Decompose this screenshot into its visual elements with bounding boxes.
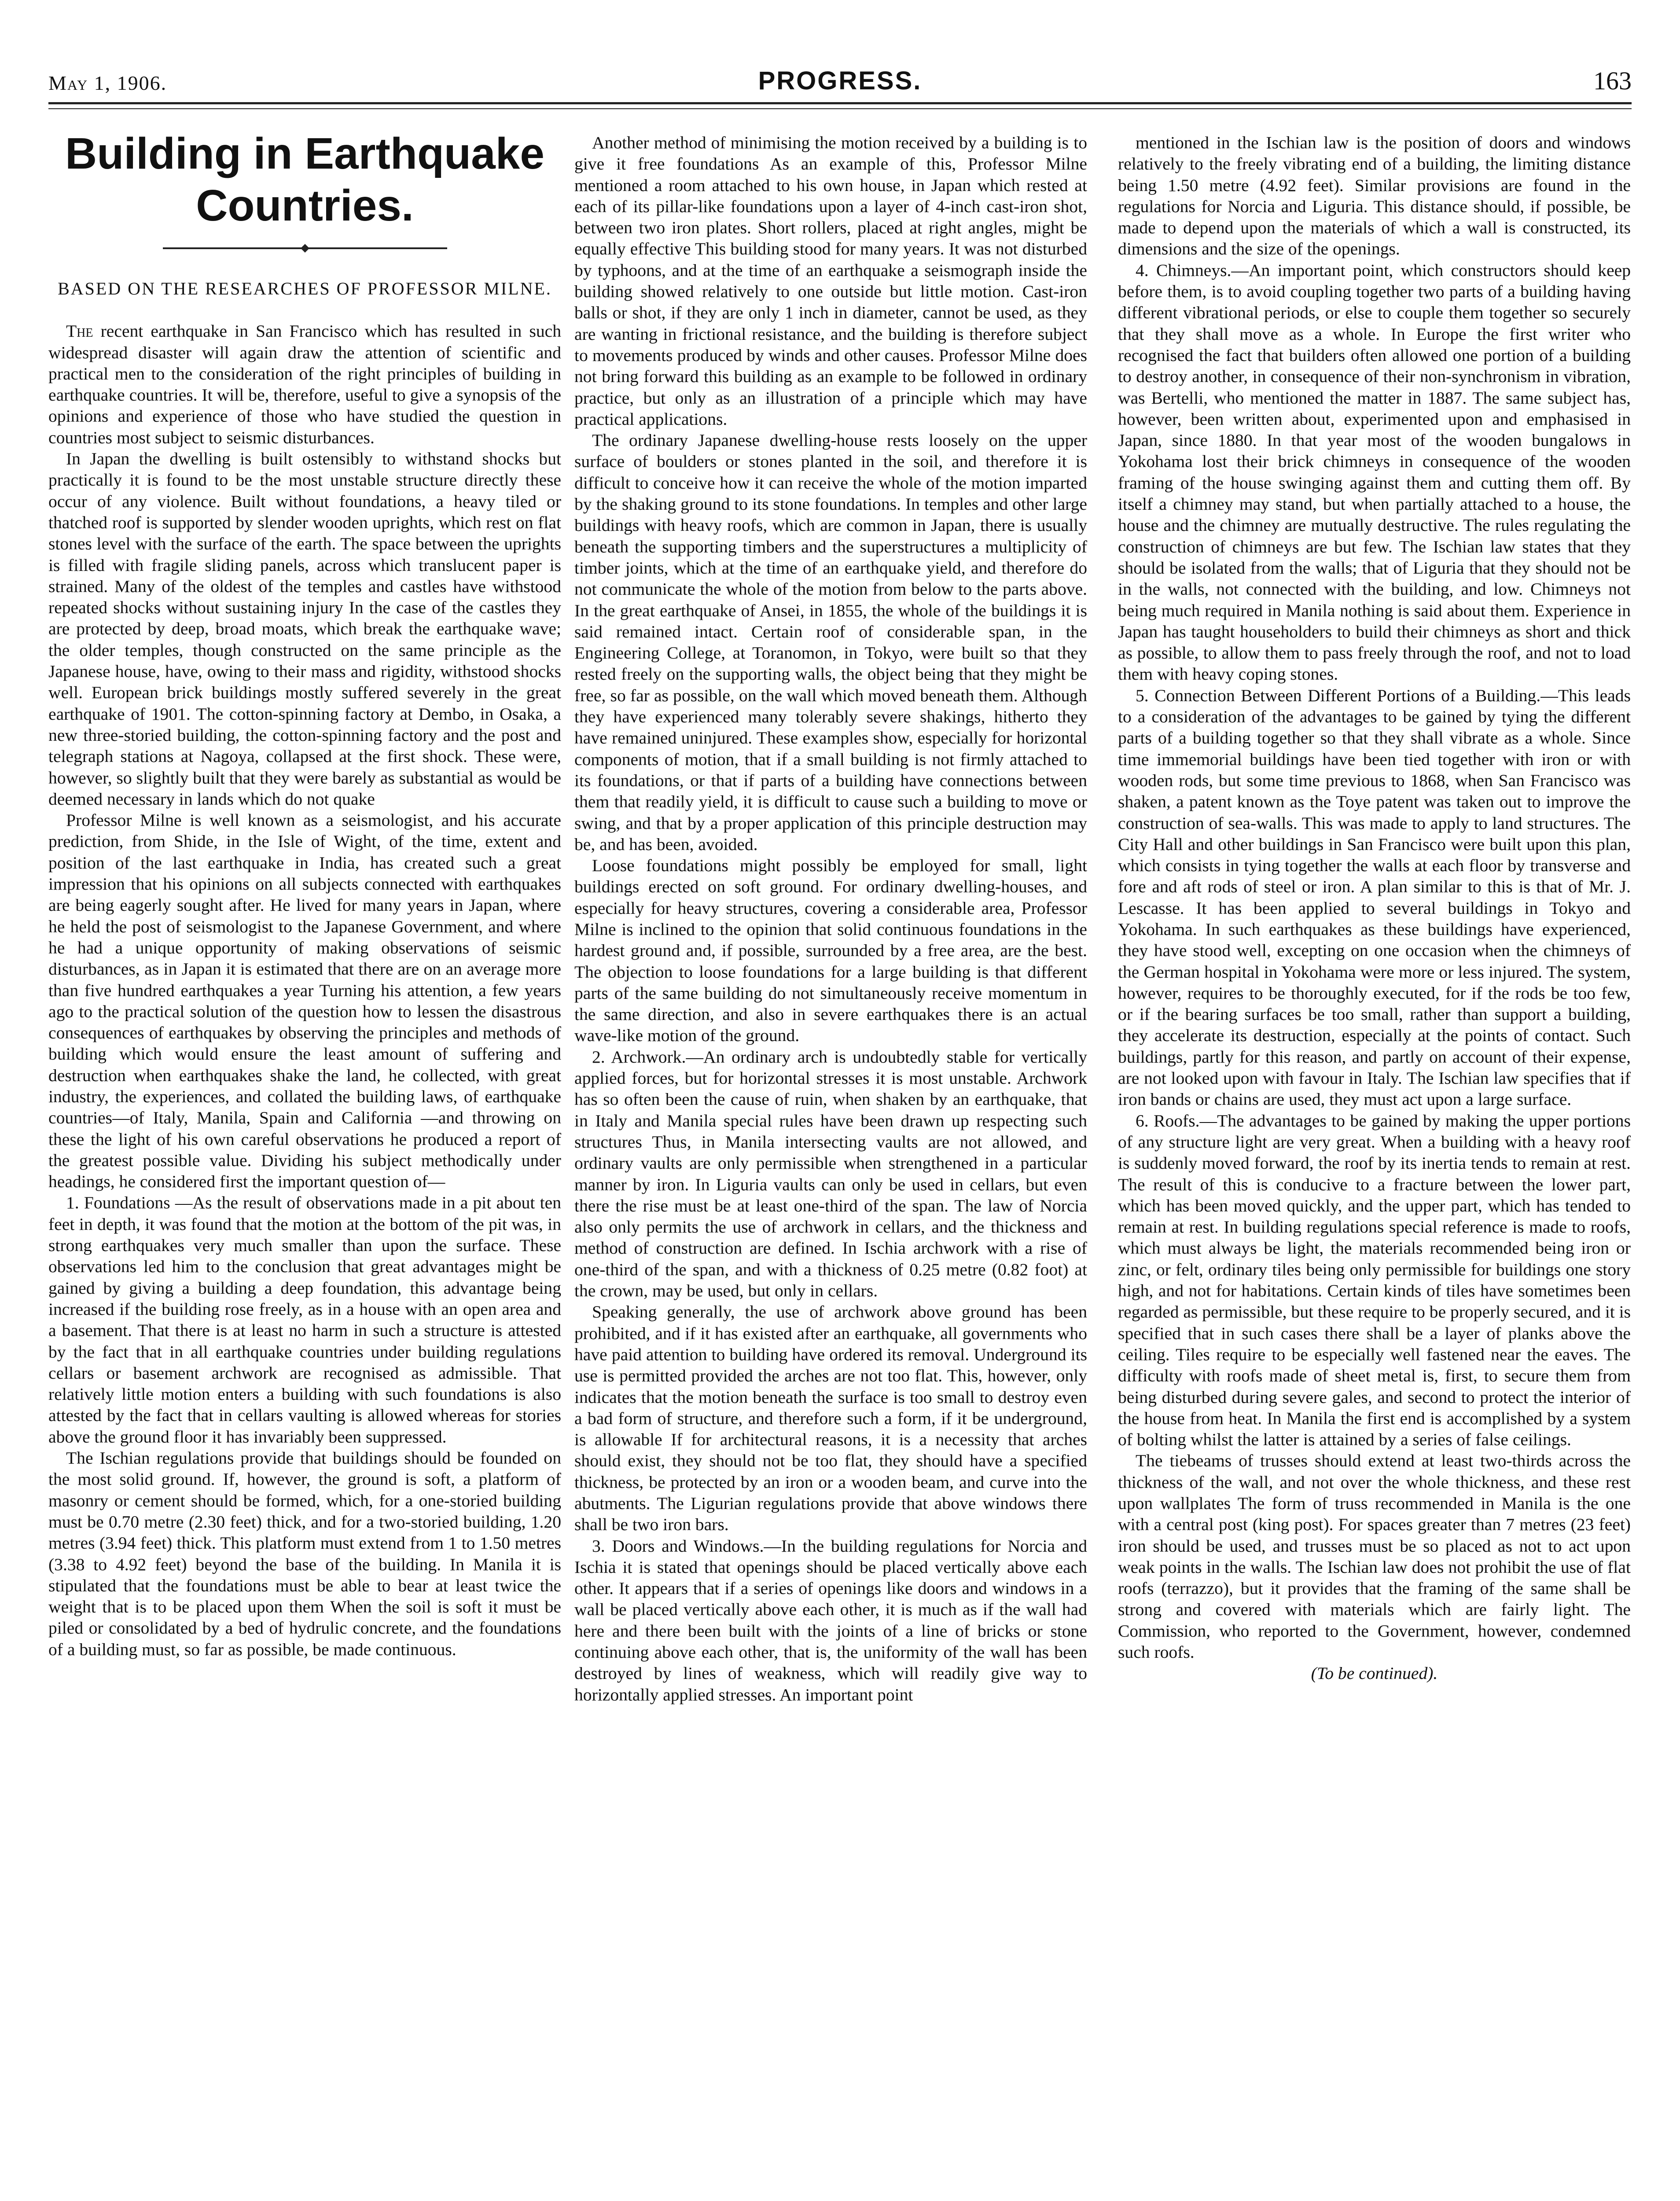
continued-note: (To be continued). (1311, 1664, 1438, 1683)
paragraph: The ordinary Japanese dwelling-house rests loosely on the upper surface of boulders or stones planted in the soil, and therefore it is difficult to conceive how it can receive the whole of the motion imparted by the shaking ground to its stone foundations. In temples and other large buildings with heavy roofs, which are common in Japan, there is usually beneath the supporting timbers and the superstructures a multiplicity of timber joints, which at the time of an earthquake yield, and therefore do not communicate the whole of the motion from below to the parts above. In the great earthquake of Ansei, in 1855, the whole of the buildings it is said remained intact. Certain roof of considerable span, in the Engineering College, at Toranomon, in Tokyo, were built so that they rested freely on the supporting walls, the object being that they might be free, so far as possible, on the wall which moved beneath them. Although they have experienced many tolerably severe shakings, hitherto they have remained uninjured. These examples show, especially for horizontal components of motion, that if a small building is not firmly attached to its foundations, or that if parts of a building have connections between them that readily yield, it is difficult to cause such a building to move or swing, and that by a proper application of this principle destruction may be, and has been, avoided. (574, 431, 1087, 854)
paragraph: 1. Foundations —As the result of observations made in a pit about ten feet in depth, it was found that the motion at the bottom of the pit was, in strong earthquakes very much smaller than upon the surface. These observations led him to the conclusion that great advantages might be gained by giving a building a deep foundation, this advantage being increased if the building rose freely, as in a house with an open area and a basement. That there is at least no harm in such a structure is attested by the fact that in all earthquake countries under building regulations cellars or basement archwork are recognised as admissible. That relatively little motion enters a building with such foundations is also attested by the fact that in cellars vaulting is allowed whereas for stories above the ground floor it has invariably been suppressed. (48, 1193, 561, 1446)
paragraph: The Ischian regulations provide that buildings should be founded on the most solid ground. If, however, the ground is soft, a platform of masonry or cement should be formed, which, for a one-storied building must be 0.70 metre (2.30 feet) thick, and for a two-storied building, 1.20 metres (3.94 feet) thick. This platform must extend from 1 to 1.50 metres (3.38 to 4.92 feet) beyond the base of the building. In Manila it is stipulated that the foundations must be able to bear at least twice the weight that is to be placed upon them When the soil is soft it must be piled or consolidated by a bed of hydrulic concrete, and the foundations of a building must, so far as possible, be made continuous. (48, 1448, 561, 1659)
diamond-ornament-icon (301, 244, 309, 253)
paragraph: Another method of minimising the motion received by a building is to give it free foundations As an example of this, Professor Milne mentioned a room attached to his own house, in Japan which rested at each of its pillar-like foundations upon a layer of 4-inch cast-iron shot, between two iron plates. Short rollers, placed at right angles, might be equally effective This building stood for many years. It was not disturbed by typhoons, and at the time of an earthquake a seismograph inside the building showed relatively to one outside but little motion. Cast-iron balls or shot, if they are only 1 inch in diameter, cannot be used, as they are wanting in frictional resistance, and the building is therefore subject to movements produced by winds and other causes. Professor Milne does not bring forward this building as an example to be followed in ordinary practice, but only as an illustration of a principle which may have practical applications. (574, 133, 1087, 429)
column-1 (48, 128, 561, 1660)
paragraph: In Japan the dwelling is built ostensibly to withstand shocks but practically it is found to be the most unstable structure directly these occur of any violence. Built without foundations, a heavy tiled or thatched roof is supported by slender wooden uprights, which rest on flat stones level with the surface of the earth. The space between the uprights is filled with fragile sliding panels, across which translucent paper is strained. Many of the oldest of the temples and castles have withstood repeated shocks without sustaining injury In the case of the castles they are protected by deep, broad moats, which break the earthquake wave; the older temples, though constructed on the same principle as the Japanese house, have, owing to their mass and rigidity, withstood shocks well. European brick buildings mostly suffered severely in the great earthquake of 1901. The cotton-spinning factory at Dembo, in Osaka, a new three-storied building, the cotton-spinning factory and the post and telegraph stations at Nagoya, collapsed at the first shock. These were, however, so slightly built that they were barely as substantial as would be deemed necessary in lands which do not quake (48, 449, 561, 809)
intro-text: recent earthquake in San Francisco which has resulted in such widespread disaster will again draw the attention of scientific and practical men to the consideration of the right principles of building in earthquake countries. It will be, therefore, useful to give a synopsis of the opinions and experience of those who have studied the question in countries most subject to seismic disturbances. (48, 321, 561, 447)
header-rule-thin (48, 108, 1632, 109)
intro-paragraph (48, 320, 561, 448)
paragraph: 5. Connection Between Different Portions of a Building.—This leads to a consideration of the advantages to be gained by tying the different parts of a building together so that they shall vibrate as a whole. Since time immemorial buildings have been tied together with iron or with wooden rods, but some time previous to 1868, when San Francisco was shaken, a patent known as the Toye patent was taken out to improve the construction of sea-walls. This was made to apply to land structures. The City Hall and other buildings in San Francisco were built upon this plan, which consists in tying together the walls at each floor by transverse and fore and aft rods of steel or iron. A plan similar to this is that of Mr. J. Lescasse. It has been applied to several buildings in Tokyo and Yokohama. In such earthquakes as these buildings have experienced, they have stood well, excepting on one occasion when the chimneys of the German hospital in Yokohama were more or less injured. The system, however, requires to be thoroughly executed, for if the rods be too few, or if the bearing surfaces be too small, rather than support a building, they accelerate its destruction, especially at the points of contact. Such buildings, partly for this reason, and partly on account of their expense, are not looked upon with favour in Italy. The Ischian law specifies that if iron bands or chains are used, they must act upon a large surface. (1118, 685, 1631, 1109)
issue-date: May 1, 1906. (48, 72, 167, 94)
paragraph: Professor Milne is well known as a seismologist, and his accurate prediction, from Shide, in the Isle of Wight, of the time, extent and position of the last earthquake in India, has created such a great impression that his opinions on all subjects connected with earthquakes are being eagerly sought after. He lived for many years in Japan, where he held the post of seismologist to the Japanese Government, and where he had a unique opportunity of making observations of seismic disturbances, as in Japan it is estimated that there are on an average more than five hundred earthquakes a year Turning his attention, a few years ago to the practical solution of the question how to lessen the disastrous consequences of earthquakes by observing the principles and methods of building which would ensure the least amount of suffering and destruction when earthquakes shake the land, he collected, with great industry, the experiences, and collated the building laws, of earthquake countries—of Italy, Manila, Spain and California —and throwing on these the light of his own careful observations he produced a report of the greatest possible value. Dividing his subject methodically under headings, he considered first the important question of— (48, 810, 561, 1192)
column-3 (1118, 132, 1631, 1684)
page-header (48, 66, 1632, 97)
article-title: Building in Earthquake Countries. (65, 129, 544, 230)
intro-first-word: The (66, 321, 93, 341)
header-rule-thick (48, 102, 1632, 104)
paragraph: 3. Doors and Windows.—In the building regulations for Norcia and Ischia it is stated that openings should be placed vertically above each other. It appears that if a series of openings like doors and windows in a wall be placed vertically above each other, it is much as if the wall had here and there been built with the joints of a line of bricks or stone continuing above each other, that is, the uniformity of the wall has been destroyed by lines of weakness, which will readily give way to horizontally applied stresses. An important point (574, 1536, 1087, 1704)
paragraph: 4. Chimneys.—An important point, which constructors should keep before them, is to avoid coupling together two parts of a building having different vibrational periods, or else to couple them together so securely that they shall move as a whole. In Europe the first writer who recognised the fact that builders often allowed one portion of a building to destroy another, in consequence of their non-synchronism in vibration, was Bertelli, who mentioned the matter in 1887. The same subject has, however, been written about, experimented upon and emphasised in Japan, since 1880. In that year most of the wooden bungalows in Yokohama lost their brick chimneys in consequence of the wooden framing of the house swinging against them and cutting them off. By itself a chimney may stand, but when partially attached to a house, the house and the chimney are mutually destructive. The rules regulating the construction of chimneys are but few. The Ischian law states that they should be isolated from the walls; that of Liguria that they should not be in the walls, not connected with the building, and low. Chimneys not being much required in Manila nothing is said about them. Experience in Japan has taught householders to build their chimneys as short and thick as possible, to allow them to pass freely through the roof, and not to load them with heavy coping stones. (1118, 260, 1631, 684)
column-2 (574, 132, 1087, 1705)
paragraph: 6. Roofs.—The advantages to be gained by making the upper portions of any structure light are very great. When a building with a heavy roof is suddenly moved forward, the roof by its inertia tends to remain at rest. The result of this is conducive to a fracture between the lower part, which has been moved quickly, and the upper part, which has tended to remain at rest. In building regulations special reference is made to roofs, which must always be light, the materials recommended being iron or zinc, or felt, ordinary tiles being only permissible for buildings one story high, and not for habitations. Certain kinds of tiles have sometimes been regarded as permissible, but these require to be properly secured, and it is specified that in such cases there shall be a layer of planks above the ceiling. Tiles require to be especially well fastened near the eaves. The difficulty with roofs made of sheet metal is, first, to secure them from being disturbed during severe gales, and second to protect the interior of the house from heat. In Manila the first end is accomplished by a system of bolting whilst the latter is attained by a series of false ceilings. (1118, 1111, 1631, 1450)
paragraph: Speaking generally, the use of archwork above ground has been prohibited, and if it has existed after an earthquake, all governments who have paid attention to building have ordered its removal. Underground its use is permitted provided the arches are not too flat. This, however, only indicates that the motion beneath the surface is too small to destroy even a bad form of structure, and therefore such a form, if it be underground, is allowable If for architectural reasons, it is a necessity that arches should exist, they should not be too flat, they should have a specified thickness, be protected by an iron or a wooden beam, and curve into the abutments. The Ligurian regulations provide that above windows there shall be two iron bars. (574, 1302, 1087, 1535)
page-number: 163 (1593, 66, 1632, 95)
paragraph: mentioned in the Ischian law is the position of doors and windows relatively to the freely vibrating end of a building, the limiting distance being 1.50 metre (4.92 feet). Similar provisions are found in the regulations for Norcia and Liguria. This distance should, if possible, be made to depend upon the materials of which a wall is constructed, its dimensions and the size of the openings. (1118, 133, 1631, 259)
paragraph: Loose foundations might possibly be employed for small, light buildings erected on soft ground. For ordinary dwelling-houses, and especially for heavy structures, covering a considerable area, Professor Milne is inclined to the opinion that solid continuous foundations in the hardest ground and, if possible, surrounded by a free area, are the best. The objection to loose foundations for a large building is that different parts of the same building do not simultaneously receive momentum in the same direction, and also in severe earthquakes there is an actual wave-like motion of the ground. (574, 856, 1087, 1045)
paragraph: The tiebeams of trusses should extend at least two-thirds across the thickness of the wall, and not over the whole thickness, and these rest upon wallplates The form of truss recommended in Manila is the one with a central post (king post). For spaces greater than 7 metres (23 feet) iron should be used, and trusses must be so placed as not to act upon weak points in the walls. The Ischian law does not prohibit the use of flat roofs (terrazzo), but it provides that the framing of the same shall be strong and covered with materials which are fairly light. The Commission, who reported to the Government, however, condemned such roofs. (1118, 1451, 1631, 1662)
publication-title: PROGRESS. (758, 66, 922, 95)
paragraph: 2. Archwork.—An ordinary arch is undoubtedly stable for vertically applied forces, but for horizontal stresses it is most unstable. Archwork has so often been the cause of ruin, when shaken by an earthquake, that in Italy and Manila special rules have been drawn up respecting such structures Thus, in Manila intersecting vaults are not allowed, and ordinary vaults are only permissible when strengthened in a particular manner by iron. In Liguria vaults can only be used in cellars, but even there the rise must be at least one-third of the span. The law of Norcia also only permits the use of archwork in cellars, and the thickness and method of construction are defined. In Ischia archwork with a rise of one-third of the span, and with a thickness of 0.25 metre (0.82 foot) at the crown, may be used, but only in cellars. (574, 1047, 1087, 1301)
article-subtitle: BASED ON THE RESEARCHES OF PROFESSOR MILNE. (58, 279, 552, 299)
title-ornament-divider (48, 236, 561, 257)
